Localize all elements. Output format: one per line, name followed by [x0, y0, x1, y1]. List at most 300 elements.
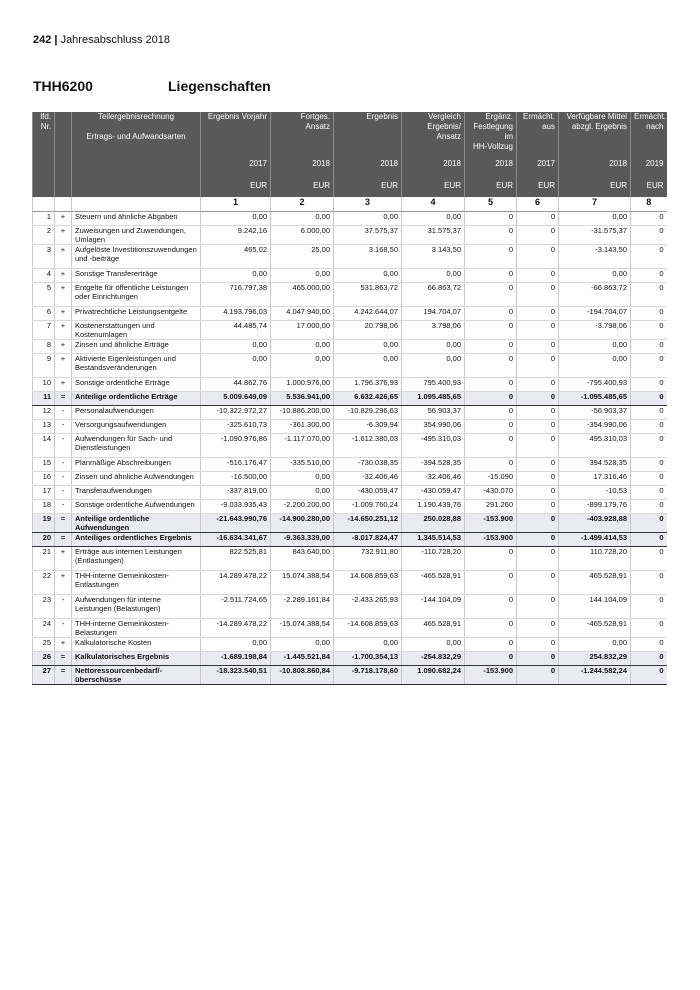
value-cell: -14.900.280,00 [271, 514, 334, 533]
value-cell: 0 [517, 321, 559, 340]
value-cell: 0,00 [271, 472, 334, 486]
value-cell: -354.990,06 [559, 420, 631, 434]
row-operator: + [55, 638, 72, 652]
row-operator: - [55, 486, 72, 500]
value-cell: -6.309,94 [334, 420, 402, 434]
value-cell: 0 [465, 321, 517, 340]
value-cell: 5.009.649,09 [201, 392, 271, 406]
value-cell: 716.797,38 [201, 283, 271, 307]
value-cell: -361.300,00 [271, 420, 334, 434]
value-cell: 0 [631, 486, 667, 500]
value-cell: 0 [517, 458, 559, 472]
value-cell: -10.829.296,63 [334, 406, 402, 420]
row-operator: - [55, 406, 72, 420]
value-cell: 0 [631, 547, 667, 571]
value-cell: -66.863,72 [559, 283, 631, 307]
value-cell: -14.650.251,12 [334, 514, 402, 533]
value-cell: 0 [631, 245, 667, 269]
budget-name: Liegenschaften [168, 78, 271, 94]
value-cell: -899.179,76 [559, 500, 631, 514]
table-row [33, 406, 667, 420]
row-number: 10 [33, 378, 55, 392]
row-label: Sonstige Transfererträge [72, 269, 201, 283]
row-operator: - [55, 500, 72, 514]
column-header-line: lfd. [40, 112, 51, 121]
table-row [33, 420, 667, 434]
value-cell: 0 [631, 283, 667, 307]
value-cell: 394.528,35 [559, 458, 631, 472]
column-header-line: Ermächt. [522, 112, 555, 121]
row-label: Anteiliges ordentliches Ergebnis [72, 533, 201, 547]
table-row [33, 472, 667, 486]
value-cell: 0 [517, 378, 559, 392]
value-cell: 0,00 [402, 354, 465, 378]
sum-row [33, 533, 667, 547]
value-cell: 0 [631, 500, 667, 514]
value-cell: 0 [465, 420, 517, 434]
sum-row [33, 666, 667, 685]
row-operator: + [55, 283, 72, 307]
value-cell: 0 [517, 500, 559, 514]
report-title: Jahresabschluss 2018 [60, 34, 171, 46]
row-number: 27 [33, 666, 55, 685]
value-cell: 0 [631, 638, 667, 652]
value-cell: -1.095.485,65 [559, 392, 631, 406]
row-operator: + [55, 321, 72, 340]
row-number: 13 [33, 420, 55, 434]
value-cell: 1.090.682,24 [402, 666, 465, 685]
value-cell: -1.117.070,00 [271, 434, 334, 458]
value-cell: 0,00 [402, 340, 465, 354]
value-cell: -1.612.380,03 [334, 434, 402, 458]
value-cell: 0 [631, 514, 667, 533]
value-cell: 44.862,76 [201, 378, 271, 392]
column-header [271, 112, 334, 159]
table-row [33, 245, 667, 269]
value-cell: -337.819,00 [201, 486, 271, 500]
row-operator: - [55, 434, 72, 458]
row-label: Planmäßige Abschreibungen [72, 458, 201, 472]
row-number: 9 [33, 354, 55, 378]
table-row [33, 571, 667, 595]
value-cell: -495.310,03 [402, 434, 465, 458]
value-cell: 0 [465, 392, 517, 406]
header-currency-row-cell: EUR [559, 181, 631, 197]
column-header-line: Ansatz [305, 122, 330, 131]
header-currency-row [33, 181, 667, 197]
value-cell: 0,00 [559, 340, 631, 354]
header-year-row-cell: 2018 [402, 159, 465, 181]
header-title-row [33, 112, 667, 159]
sum-row [33, 514, 667, 533]
column-header [33, 112, 55, 159]
row-label: Anteilige ordentliche Erträge [72, 392, 201, 406]
value-cell: -10.886.200,00 [271, 406, 334, 420]
value-cell: 1.190.439,76 [402, 500, 465, 514]
column-header [201, 112, 271, 159]
header-year-row-cell [33, 159, 55, 181]
column-header-line: Ansatz [436, 132, 461, 141]
header-currency-row-cell [72, 181, 201, 197]
row-number: 12 [33, 406, 55, 420]
column-header-line: Teilergebnisrechnung [97, 112, 175, 121]
value-cell: 0 [631, 321, 667, 340]
row-label: Aufwendungen für interne Leistungen (Belastungen) [72, 595, 201, 619]
value-cell: 4.193.796,03 [201, 307, 271, 321]
value-cell: -465.528,91 [402, 571, 465, 595]
value-cell: 0 [517, 434, 559, 458]
value-cell: -153.900 [465, 514, 517, 533]
value-cell: 0 [517, 283, 559, 307]
row-operator: - [55, 458, 72, 472]
column-header-line: nach [646, 122, 664, 131]
row-label: Versorgungsaufwendungen [72, 420, 201, 434]
table-row [33, 486, 667, 500]
value-cell: 144.104,09 [559, 595, 631, 619]
value-cell: 0,00 [271, 354, 334, 378]
column-header-line: Ergebnis [366, 112, 398, 121]
row-number: 18 [33, 500, 55, 514]
row-label: Kostenerstattungen und Kostenumlagen [72, 321, 201, 340]
value-cell: 531.863,72 [334, 283, 402, 307]
value-cell: 0,00 [201, 212, 271, 226]
row-number: 4 [33, 269, 55, 283]
value-cell: 0 [465, 571, 517, 595]
table-row [33, 283, 667, 307]
header-currency-row-cell: EUR [465, 181, 517, 197]
column-header-line: HH-Vollzug [472, 142, 513, 151]
value-cell: 0,00 [402, 269, 465, 283]
row-number: 2 [33, 226, 55, 245]
value-cell: 465.528,91 [402, 619, 465, 638]
running-header [33, 34, 170, 46]
row-number: 26 [33, 652, 55, 666]
value-cell: -16.634.341,67 [201, 533, 271, 547]
column-header-line: Festlegung im [473, 122, 513, 141]
column-header [402, 112, 465, 159]
value-cell: 0 [631, 652, 667, 666]
header-currency-row-cell: EUR [271, 181, 334, 197]
value-cell: 0,00 [334, 354, 402, 378]
value-cell: 14.608.859,63 [334, 571, 402, 595]
header-currency-row-cell: EUR [517, 181, 559, 197]
value-cell: 822.525,81 [201, 547, 271, 571]
row-number: 3 [33, 245, 55, 269]
value-cell: 0 [631, 226, 667, 245]
value-cell: 254.832,29 [559, 652, 631, 666]
column-number-row-cell: 8 [631, 197, 667, 212]
value-cell: 1.095.485,65 [402, 392, 465, 406]
column-header-line: Verfügbare Mittel [566, 112, 627, 121]
value-cell: 0 [631, 458, 667, 472]
value-cell: 0 [517, 486, 559, 500]
value-cell: 0,00 [201, 638, 271, 652]
value-cell: 0 [517, 571, 559, 595]
value-cell: 0 [465, 595, 517, 619]
row-operator: - [55, 619, 72, 638]
value-cell: -31.575,37 [559, 226, 631, 245]
value-cell: 0,00 [402, 638, 465, 652]
row-operator: + [55, 307, 72, 321]
sum-row [33, 392, 667, 406]
value-cell: 495.310,03 [559, 434, 631, 458]
value-cell: 0,00 [271, 269, 334, 283]
value-cell: 0,00 [334, 340, 402, 354]
value-cell: 465.000,00 [271, 283, 334, 307]
header-year-row-cell: 2018 [334, 159, 402, 181]
value-cell: 6.000,00 [271, 226, 334, 245]
header-year-row-cell: 2018 [271, 159, 334, 181]
value-cell: 4.242.644,07 [334, 307, 402, 321]
value-cell: 250.028,88 [402, 514, 465, 533]
value-cell: 843.640,00 [271, 547, 334, 571]
row-operator: = [55, 514, 72, 533]
row-number: 24 [33, 619, 55, 638]
value-cell: 465,02 [201, 245, 271, 269]
value-cell: 0,00 [271, 486, 334, 500]
row-operator: + [55, 212, 72, 226]
value-cell: 291.260 [465, 500, 517, 514]
value-cell: 6.632.426,65 [334, 392, 402, 406]
row-label: Steuern und ähnliche Abgaben [72, 212, 201, 226]
row-label: Sonstige ordentliche Aufwendungen [72, 500, 201, 514]
value-cell: 37.575,37 [334, 226, 402, 245]
table-row [33, 619, 667, 638]
value-cell: 0 [465, 226, 517, 245]
row-number: 8 [33, 340, 55, 354]
header-separator: | [54, 34, 58, 46]
value-cell: 0 [631, 406, 667, 420]
row-label: Erträge aus internen Leistungen (Entlastungen) [72, 547, 201, 571]
column-header-line: aus [542, 122, 555, 131]
header-year-row-cell [72, 159, 201, 181]
table-row [33, 500, 667, 514]
row-number: 6 [33, 307, 55, 321]
table-row [33, 547, 667, 571]
value-cell: 465.528,91 [559, 571, 631, 595]
table-row [33, 354, 667, 378]
row-operator: + [55, 378, 72, 392]
value-cell: 0 [631, 619, 667, 638]
row-operator: = [55, 392, 72, 406]
row-operator: - [55, 595, 72, 619]
row-number: 22 [33, 571, 55, 595]
value-cell: -2.200.200,00 [271, 500, 334, 514]
value-cell: 0 [465, 245, 517, 269]
row-number: 16 [33, 472, 55, 486]
value-cell: -394.528,35 [402, 458, 465, 472]
table-row [33, 226, 667, 245]
value-cell: 0 [465, 212, 517, 226]
value-cell: 0 [517, 226, 559, 245]
header-currency-row-cell: EUR [201, 181, 271, 197]
value-cell: 0 [517, 472, 559, 486]
value-cell: 0,00 [402, 212, 465, 226]
column-number-row-cell: 3 [334, 197, 402, 212]
value-cell: 0,00 [201, 269, 271, 283]
value-cell: 66.863,72 [402, 283, 465, 307]
header-currency-row-cell [33, 181, 55, 197]
row-label: Sonstige ordentliche Erträge [72, 378, 201, 392]
row-operator: - [55, 472, 72, 486]
sum-row [33, 652, 667, 666]
value-cell: -1.499.414,53 [559, 533, 631, 547]
value-cell: -254.832,29 [402, 652, 465, 666]
value-cell: 0 [517, 307, 559, 321]
table-row [33, 321, 667, 340]
header-year-row-cell: 2018 [559, 159, 631, 181]
column-number-row-cell: 1 [201, 197, 271, 212]
row-number: 14 [33, 434, 55, 458]
column-number-row-cell [72, 197, 201, 212]
value-cell: 0,00 [334, 638, 402, 652]
value-cell: -325.610,73 [201, 420, 271, 434]
value-cell: 0 [517, 638, 559, 652]
row-number: 25 [33, 638, 55, 652]
header-year-row-cell: 2017 [201, 159, 271, 181]
column-header [517, 112, 559, 159]
value-cell: -2.433.265,93 [334, 595, 402, 619]
table-row [33, 458, 667, 472]
row-operator: + [55, 547, 72, 571]
value-cell: 0 [517, 392, 559, 406]
results-table [32, 112, 667, 685]
value-cell: 31.575,37 [402, 226, 465, 245]
value-cell: -153.900 [465, 666, 517, 685]
row-label: THH-interne Gemeinkosten-Entlastungen [72, 571, 201, 595]
value-cell: -795.400,93 [559, 378, 631, 392]
header-currency-row-cell: EUR [334, 181, 402, 197]
column-header-line: abzgl. Ergebnis [571, 122, 627, 131]
value-cell: 44.485,74 [201, 321, 271, 340]
row-label: Entgelte für öffentliche Leistungen oder Einrichtungen [72, 283, 201, 307]
value-cell: -1.009.760,24 [334, 500, 402, 514]
value-cell: 0 [517, 619, 559, 638]
column-number-row-cell [55, 197, 72, 212]
value-cell: 0 [517, 406, 559, 420]
row-operator: + [55, 226, 72, 245]
row-operator: = [55, 533, 72, 547]
value-cell: 0 [517, 666, 559, 685]
header-year-row-cell: 2019 [631, 159, 667, 181]
value-cell: 0,00 [334, 212, 402, 226]
row-operator: + [55, 269, 72, 283]
row-number: 19 [33, 514, 55, 533]
value-cell: -430.070 [465, 486, 517, 500]
value-cell: 0 [631, 420, 667, 434]
table-header [33, 112, 667, 212]
value-cell: 0 [465, 652, 517, 666]
row-label: Privatrechtliche Leistungsentgelte [72, 307, 201, 321]
value-cell: 1.796.376,93 [334, 378, 402, 392]
value-cell: -10.808.860,84 [271, 666, 334, 685]
column-number-row-cell [33, 197, 55, 212]
row-number: 11 [33, 392, 55, 406]
header-year-row-cell: 2017 [517, 159, 559, 181]
value-cell: 354.990,06 [402, 420, 465, 434]
value-cell: 0 [465, 269, 517, 283]
value-cell: 0 [631, 269, 667, 283]
column-header [55, 112, 72, 159]
row-label: Aufgelöste Investitionszuwendungen und -beiträge [72, 245, 201, 269]
value-cell: 0 [517, 245, 559, 269]
row-operator: + [55, 340, 72, 354]
column-number-row-cell: 7 [559, 197, 631, 212]
value-cell: 0,00 [559, 269, 631, 283]
value-cell: -335.510,00 [271, 458, 334, 472]
column-header [559, 112, 631, 159]
value-cell: 0,00 [559, 212, 631, 226]
value-cell: 0 [631, 340, 667, 354]
row-label: Personalaufwendungen [72, 406, 201, 420]
value-cell: -15.074.388,54 [271, 619, 334, 638]
value-cell: 4.047.940,00 [271, 307, 334, 321]
value-cell: -2.289.161,84 [271, 595, 334, 619]
row-label: Zuweisungen und Zuwendungen, Umlagen [72, 226, 201, 245]
row-label: Transferaufwendungen [72, 486, 201, 500]
value-cell: -8.017.824,47 [334, 533, 402, 547]
column-header [334, 112, 402, 159]
value-cell: 0 [517, 420, 559, 434]
budget-code: THH6200 [33, 78, 93, 94]
value-cell: 0 [517, 595, 559, 619]
row-number: 17 [33, 486, 55, 500]
row-label: THH-interne Gemeinkosten-Belastungen [72, 619, 201, 638]
value-cell: 0,00 [271, 638, 334, 652]
value-cell: 0 [517, 354, 559, 378]
value-cell: -1.244.582,24 [559, 666, 631, 685]
value-cell: -9.718.178,60 [334, 666, 402, 685]
value-cell: 0 [465, 547, 517, 571]
value-cell: 0 [631, 354, 667, 378]
value-cell: 3.168,50 [334, 245, 402, 269]
value-cell: 0 [465, 340, 517, 354]
row-label: Anteilige ordentliche Aufwendungen [72, 514, 201, 533]
value-cell: 14.289.478,22 [201, 571, 271, 595]
value-cell: -32.406,46 [334, 472, 402, 486]
value-cell: 9.242,16 [201, 226, 271, 245]
value-cell: 17.000,00 [271, 321, 334, 340]
value-cell: 0 [631, 571, 667, 595]
value-cell: 0 [517, 269, 559, 283]
value-cell: -10,53 [559, 486, 631, 500]
value-cell: -10.322.972,27 [201, 406, 271, 420]
column-number-row [33, 197, 667, 212]
value-cell: -14.608.859,63 [334, 619, 402, 638]
column-header-line: Ertrags- und Aufwandsarten [86, 132, 186, 141]
value-cell: 0 [465, 434, 517, 458]
row-operator: = [55, 666, 72, 685]
row-operator: - [55, 420, 72, 434]
value-cell: -3.798,06 [559, 321, 631, 340]
value-cell: -2.511.724,65 [201, 595, 271, 619]
row-operator: = [55, 652, 72, 666]
value-cell: -153.900 [465, 533, 517, 547]
table-row [33, 212, 667, 226]
value-cell: 0 [465, 307, 517, 321]
column-header-line: Ergebnis/ [427, 122, 461, 131]
row-number: 15 [33, 458, 55, 472]
column-number-row-cell: 6 [517, 197, 559, 212]
value-cell: 0 [465, 619, 517, 638]
value-cell: -21.643.990,76 [201, 514, 271, 533]
header-currency-row-cell: EUR [402, 181, 465, 197]
row-label: Zinsen und ähnliche Erträge [72, 340, 201, 354]
value-cell: -56.903,37 [559, 406, 631, 420]
value-cell: 0 [631, 533, 667, 547]
value-cell: 0 [631, 212, 667, 226]
value-cell: -403.928,88 [559, 514, 631, 533]
